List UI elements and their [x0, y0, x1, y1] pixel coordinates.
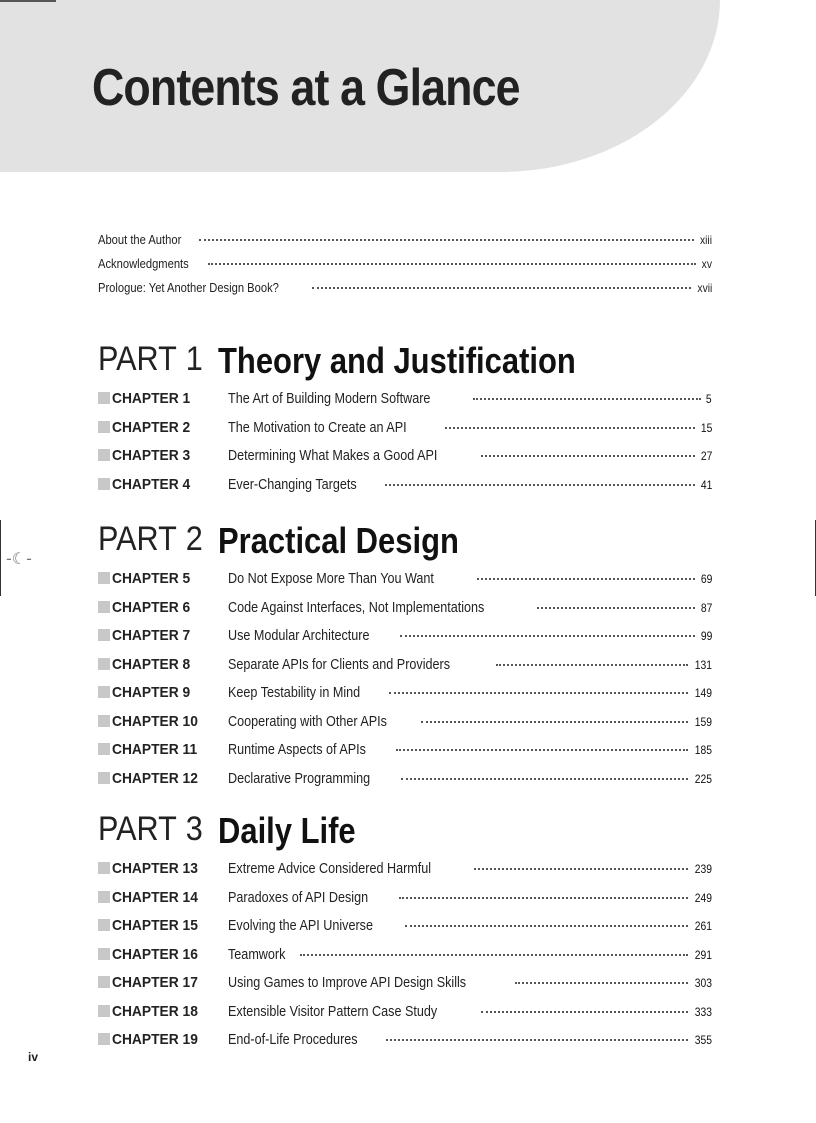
chapter-page: 239 — [694, 862, 712, 876]
chapter-title: Evolving the API Universe — [228, 917, 373, 934]
chapter-marker-icon — [98, 891, 110, 903]
chapter-marker-icon — [98, 601, 110, 613]
chapter-title: Extreme Advice Considered Harmful — [228, 860, 432, 877]
part-3-section — [98, 810, 718, 1060]
chapter-title: Using Games to Improve API Design Skills — [228, 974, 467, 991]
chapter-page: 291 — [694, 947, 712, 962]
chapter-page: 303 — [694, 976, 712, 990]
chapter-entry[interactable] — [98, 713, 712, 742]
chapter-label: CHAPTER 17 — [98, 974, 228, 991]
chapter-entry[interactable] — [98, 974, 712, 1003]
chapter-page: 99 — [700, 629, 712, 643]
chapter-marker-icon — [98, 449, 110, 461]
toc-entry[interactable] — [98, 256, 712, 280]
chapter-label: CHAPTER 14 — [98, 889, 228, 906]
dot-leader — [474, 868, 688, 870]
page-title: Contents at a Glance — [92, 59, 520, 117]
chapter-page: 69 — [700, 572, 712, 586]
dot-leader — [396, 749, 688, 751]
margin-rule-left — [0, 520, 1, 596]
chapter-label: CHAPTER 16 — [98, 946, 228, 963]
chapter-entry[interactable] — [98, 627, 712, 656]
part-label: PART 2 — [98, 520, 203, 558]
chapter-label: CHAPTER 13 — [98, 860, 228, 877]
chapter-marker-icon — [98, 392, 110, 404]
chapter-label: CHAPTER 6 — [98, 599, 228, 616]
chapter-entry[interactable] — [98, 656, 712, 685]
part-heading[interactable] — [98, 340, 718, 390]
toc-entry-title: Prologue: Yet Another Design Book? — [98, 280, 279, 295]
part-title: Practical Design — [218, 520, 459, 561]
chapter-label: CHAPTER 18 — [98, 1003, 228, 1020]
chapter-label: CHAPTER 9 — [98, 684, 228, 701]
dot-leader — [300, 954, 688, 956]
chapter-label: CHAPTER 19 — [98, 1031, 228, 1048]
chapter-page: 333 — [694, 1004, 712, 1019]
part-1-section — [98, 340, 718, 504]
chapter-marker-icon — [98, 572, 110, 584]
chapter-marker-icon — [98, 478, 110, 490]
chapter-title: Teamwork — [228, 945, 286, 963]
dot-leader — [199, 239, 694, 241]
dot-leader — [496, 664, 688, 666]
chapter-marker-icon — [98, 686, 110, 698]
toc-entry-page: xv — [701, 257, 712, 271]
chapter-title: Runtime Aspects of APIs — [228, 741, 366, 758]
chapter-page: 149 — [694, 686, 712, 700]
chapter-entry[interactable] — [98, 447, 712, 476]
chapter-title: Code Against Interfaces, Not Implementations — [228, 598, 485, 616]
dot-leader — [389, 692, 688, 694]
chapter-page: 87 — [700, 600, 712, 615]
chapter-title: Determining What Makes a Good API — [228, 447, 438, 464]
chapter-marker-icon — [98, 743, 110, 755]
toc-entry-page: xiii — [699, 233, 712, 247]
dot-leader — [481, 1011, 688, 1013]
chapter-entry[interactable] — [98, 741, 712, 770]
chapter-title: End-of-Life Procedures — [228, 1031, 358, 1048]
chapter-page: 249 — [694, 890, 712, 905]
chapter-entry[interactable] — [98, 476, 712, 505]
chapter-marker-icon — [98, 948, 110, 960]
chapter-marker-icon — [98, 772, 110, 784]
chapter-marker-icon — [98, 1033, 110, 1045]
dot-leader — [445, 427, 695, 429]
page-number: iv — [28, 1050, 39, 1064]
chapter-title: Separate APIs for Clients and Providers — [228, 655, 451, 673]
chapter-page: 5 — [706, 392, 712, 406]
chapter-page: 225 — [694, 771, 712, 786]
part-title: Daily Life — [218, 810, 356, 851]
chapter-marker-icon — [98, 658, 110, 670]
chapter-marker-icon — [98, 715, 110, 727]
chapter-entry[interactable] — [98, 860, 712, 889]
chapter-title: The Motivation to Create an API — [228, 418, 407, 436]
chapter-page: 355 — [694, 1033, 712, 1047]
chapter-label: CHAPTER 5 — [98, 570, 228, 587]
chapter-entry[interactable] — [98, 889, 712, 918]
chapter-entry[interactable] — [98, 917, 712, 946]
chapter-page: 159 — [694, 714, 712, 729]
dot-leader — [312, 287, 690, 289]
chapter-entry[interactable] — [98, 684, 712, 713]
part-heading[interactable] — [98, 810, 718, 860]
chapter-title: Do Not Expose More Than You Want — [228, 570, 434, 587]
chapter-label: CHAPTER 11 — [98, 741, 228, 758]
chapter-title: The Art of Building Modern Software — [228, 390, 431, 407]
chapter-label: CHAPTER 15 — [98, 917, 228, 934]
chapter-label: CHAPTER 2 — [98, 419, 228, 436]
dot-leader — [208, 263, 697, 265]
dot-leader — [421, 721, 688, 723]
toc-entry-title: About the Author — [98, 232, 182, 247]
chapter-entry[interactable] — [98, 946, 712, 975]
chapter-entry[interactable] — [98, 419, 712, 448]
part-label: PART 3 — [98, 810, 203, 848]
chapter-label: CHAPTER 1 — [98, 390, 228, 407]
chapter-marker-icon — [98, 862, 110, 874]
dot-leader — [477, 578, 694, 580]
header-band — [0, 0, 720, 172]
chapter-title: Use Modular Architecture — [228, 627, 370, 644]
chapter-entry[interactable] — [98, 570, 712, 599]
chapter-marker-icon — [98, 421, 110, 433]
chapter-label: CHAPTER 8 — [98, 656, 228, 673]
chapter-title: Paradoxes of API Design — [228, 888, 369, 906]
chapter-page: 27 — [700, 449, 712, 463]
dot-leader — [481, 455, 694, 457]
chapter-title: Cooperating with Other APIs — [228, 712, 387, 730]
chapter-title: Declarative Programming — [228, 769, 371, 787]
dot-leader — [400, 635, 694, 637]
chapter-page: 131 — [694, 657, 712, 672]
chapter-label: CHAPTER 12 — [98, 770, 228, 787]
chapter-page: 261 — [694, 919, 712, 933]
part-label: PART 1 — [98, 340, 203, 378]
chapter-entry[interactable] — [98, 1003, 712, 1032]
chapter-label: CHAPTER 4 — [98, 476, 228, 493]
dot-leader — [386, 1039, 688, 1041]
front-matter-list — [98, 232, 712, 304]
part-heading[interactable] — [98, 520, 718, 570]
chapter-label: CHAPTER 7 — [98, 627, 228, 644]
toc-entry[interactable] — [98, 280, 712, 304]
chapter-entry[interactable] — [98, 390, 712, 419]
part-title: Theory and Justification — [218, 340, 576, 381]
toc-entry-page: xvii — [697, 281, 712, 295]
chapter-page: 15 — [700, 420, 712, 435]
chapter-title: Ever-Changing Targets — [228, 475, 357, 493]
chapter-label: CHAPTER 3 — [98, 447, 228, 464]
toc-entry[interactable] — [98, 232, 712, 256]
chapter-marker-icon — [98, 919, 110, 931]
dot-leader — [537, 607, 694, 609]
corner-mark — [0, 0, 56, 2]
dot-leader — [405, 925, 688, 927]
dot-leader — [473, 398, 701, 400]
chapter-page: 185 — [694, 743, 712, 757]
toc-entry-title: Acknowledgments — [98, 256, 189, 271]
registration-mark-icon: -☾- — [6, 549, 32, 568]
chapter-entry[interactable] — [98, 599, 712, 628]
chapter-marker-icon — [98, 629, 110, 641]
part-2-section — [98, 520, 718, 798]
dot-leader — [399, 897, 688, 899]
chapter-marker-icon — [98, 976, 110, 988]
chapter-page: 41 — [700, 477, 712, 492]
chapter-title: Extensible Visitor Pattern Case Study — [228, 1002, 438, 1020]
dot-leader — [401, 778, 688, 780]
chapter-title: Keep Testability in Mind — [228, 684, 361, 701]
chapter-marker-icon — [98, 1005, 110, 1017]
dot-leader — [515, 982, 688, 984]
dot-leader — [385, 484, 694, 486]
chapter-label: CHAPTER 10 — [98, 713, 228, 730]
chapter-entry[interactable] — [98, 1031, 712, 1060]
chapter-entry[interactable] — [98, 770, 712, 799]
